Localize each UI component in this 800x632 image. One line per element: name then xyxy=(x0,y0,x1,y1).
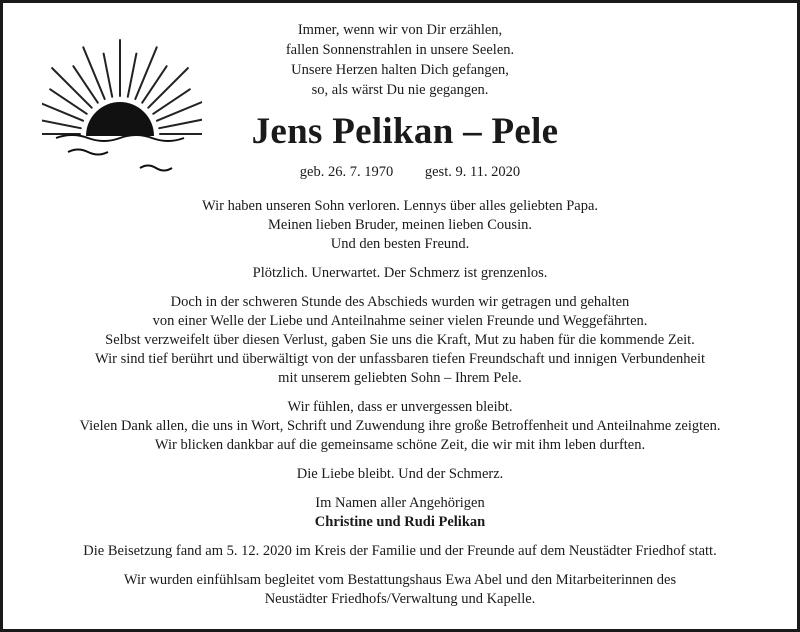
notice-body xyxy=(20,197,780,619)
text-line: mit unserem geliebten Sohn – Ihrem Pele. xyxy=(278,370,522,386)
text-line: Vielen Dank allen, die uns in Wort, Schrift und Zuwendung ihre große Betroffenheit und Anteilnahme zeigten. xyxy=(79,418,721,434)
sun-ray xyxy=(135,47,156,99)
birth-date: geb. 26. 7. 1970 xyxy=(299,164,394,180)
signers: Christine und Rudi Pelikan xyxy=(314,514,486,530)
closing-line: Im Namen aller Angehörigen xyxy=(315,495,485,511)
signature-block xyxy=(20,494,780,532)
poem-line: Immer, wenn wir von Dir erzählen, xyxy=(297,22,503,38)
poem-line: fallen Sonnenstrahlen in unsere Seelen. xyxy=(285,42,515,58)
paragraph xyxy=(20,197,780,254)
sun-ray xyxy=(148,68,188,108)
sun-ray xyxy=(83,47,104,99)
paragraph xyxy=(20,264,780,283)
text-line: Meinen lieben Bruder, meinen lieben Cousin. xyxy=(268,217,532,233)
paragraph xyxy=(20,398,780,455)
paragraph xyxy=(20,293,780,388)
text-line: Die Beisetzung fand am 5. 12. 2020 im Kreis der Familie und der Freunde auf dem Neustädter Friedhof statt. xyxy=(83,543,717,559)
deceased-name: Jens Pelikan – Pele xyxy=(251,111,559,152)
thanks-notice xyxy=(20,571,780,609)
text-line: Wir wurden einfühlsam begleitet vom Bestattungshaus Ewa Abel und den Mitarbeiterinnen des xyxy=(123,572,677,588)
text-line: von einer Welle der Liebe und Anteilnahme seiner vielen Freunde und Weggefährten. xyxy=(152,313,648,329)
text-line: Die Liebe bleibt. Und der Schmerz. xyxy=(296,466,504,482)
text-line: Doch in der schweren Stunde des Abschieds wurden wir getragen und gehalten xyxy=(170,294,630,310)
text-line: Plötzlich. Unerwartet. Der Schmerz ist grenzenlos. xyxy=(252,265,548,281)
funeral-notice xyxy=(20,542,780,561)
text-line: Neustädter Friedhofs/Verwaltung und Kapelle. xyxy=(264,591,536,607)
sunrise-over-water-icon xyxy=(42,28,202,178)
sun-ray xyxy=(52,68,92,108)
sun-ray xyxy=(104,54,113,97)
text-line: Selbst verzweifelt über diesen Verlust, gaben Sie uns die Kraft, Mut zu haben für die kommende Zeit. xyxy=(105,332,695,348)
memorial-poem xyxy=(230,20,570,100)
sun-ray xyxy=(128,54,137,97)
poem-line: Unsere Herzen halten Dich gefangen, xyxy=(291,62,509,78)
sun-ray xyxy=(42,120,81,129)
life-dates xyxy=(250,162,570,182)
sun-ray xyxy=(42,99,83,120)
text-line: Wir haben unseren Sohn verloren. Lennys über alles geliebten Papa. xyxy=(201,198,599,214)
text-line: Wir sind tief berührt und überwältigt von der unfassbaren tiefen Freundschaft und innigen Verbundenheit xyxy=(95,351,705,367)
poem-line: so, als wärst Du nie gegangen. xyxy=(311,82,489,98)
text-line: Und den besten Freund. xyxy=(330,236,470,252)
text-line: Wir fühlen, dass er unvergessen bleibt. xyxy=(287,399,513,415)
paragraph xyxy=(20,465,780,484)
death-date: gest. 9. 11. 2020 xyxy=(424,164,521,180)
text-line: Wir blicken dankbar auf die gemeinsame schöne Zeit, die wir mit ihm leben durften. xyxy=(154,437,646,453)
